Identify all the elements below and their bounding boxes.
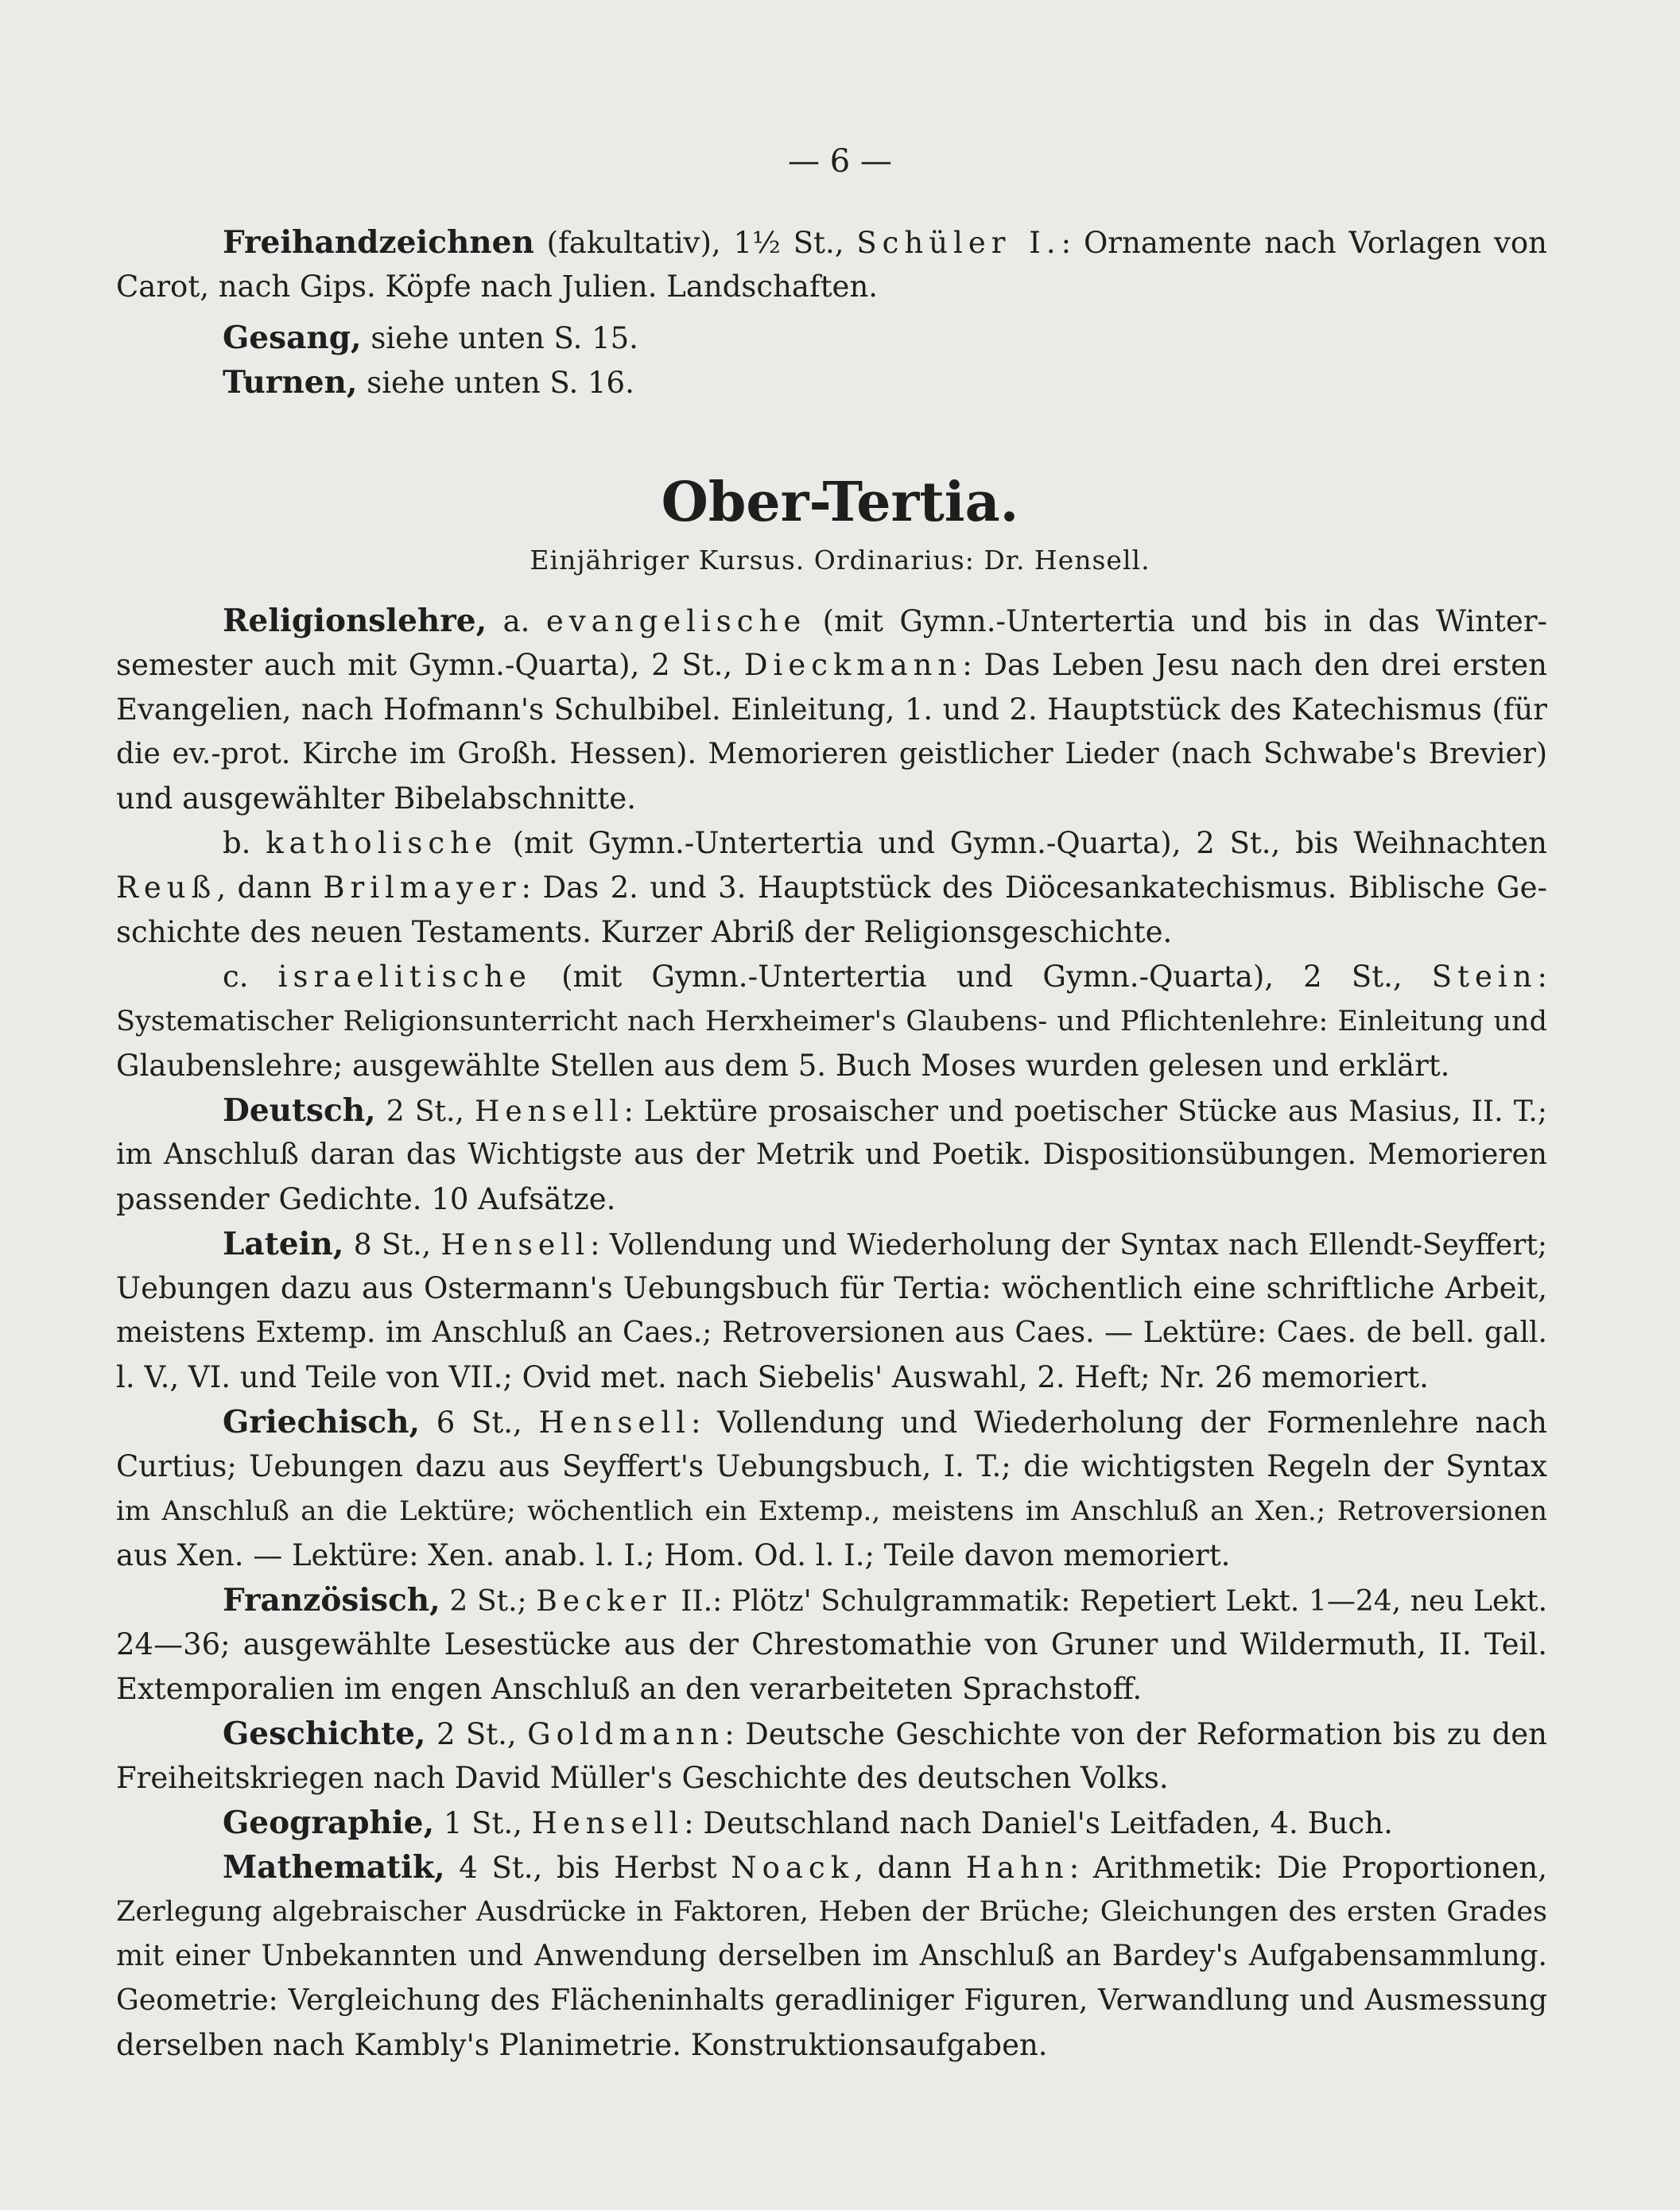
subject-heading: Griechisch, <box>223 1404 421 1440</box>
freihandzeichnen-entry: Freihandzeichnen (fakultativ), 1½ St., Schüler I.: Ornamente nach Vorlagen von Carot, nach Gips. Köpfe nach Julien. Landschaften. <box>116 220 1547 309</box>
subject-heading: Freihandzeichnen <box>223 224 534 261</box>
subject-heading: Mathematik, <box>223 1849 445 1886</box>
mathematik-entry: Mathematik, 4 St., bis Herbst Noack, dann Hahn: Arithmetik: Die Proportionen, Zerlegung algebraischer Ausdrücke in Faktoren, Heben der Brüche; Gleichungen des ersten Grades mit einer Unbekannten und Anwendung derselben im Anschluß an Bardey's Aufgabensammlung. Geometrie: Vergleichung des Flächeninhalts geradliniger Figuren, Verwandlung und Ausmessung derselben nach Kambly's Planimetrie. Konstruktionsaufgaben. <box>116 1849 1547 2062</box>
teacher-name: Noack <box>731 1851 855 1885</box>
teacher-name: Goldmann <box>527 1717 725 1751</box>
subject-heading: Turnen, <box>223 364 358 401</box>
franzoesisch-entry: Französisch, 2 St.; Becker II.: Plötz' Schulgrammatik: Repetiert Lekt. 1—24, neu Lekt. 24—36; ausgewählte Lesestücke aus der Chrestomathie von Gruner und Wildermuth, II. Teil. Extemporalien im engen Anschluß an den verarbeiteten Sprachstoff. <box>116 1582 1548 1706</box>
teacher-name: Hensell <box>440 1229 591 1262</box>
geschichte-entry: Geschichte, 2 St., Goldmann: Deutsche Geschichte von der Reformation bis zu den Freiheitskriegen nach David Müller's Geschichte des deutschen Volks. <box>116 1716 1547 1795</box>
latein-entry: Latein, 8 St., Hensell: Vollendung und Wiederholung der Syntax nach Ellendt-Seyffert; Uebungen dazu aus Ostermann's Uebungsbuch für Tertia: wöchentlich eine schriftliche Arbeit, meistens Extemp. im Anschluß an Caes.; Retroversionen aus Caes. — Lektüre: Caes. de bell. gall. l. V., VI. und Teile von VII.; Ovid met. nach Siebelis' Auswahl, 2. Heft; Nr. 26 memoriert. <box>116 1226 1548 1394</box>
line: Freihandzeichnen (fakultativ), 1½ St., Schüler I.: Ornamente nach Vorlagen von <box>223 224 1547 261</box>
teacher-name: Reuß <box>116 870 217 905</box>
section-subtitle: Einjähriger Kursus. Ordinarius: Dr. Hensell. <box>530 545 1150 576</box>
subject-heading: Religionslehre, <box>223 603 487 639</box>
teacher-name: Dieckmann <box>743 648 963 682</box>
page-number: — 6 — <box>788 143 892 180</box>
teacher-name: Stein <box>1431 960 1538 994</box>
subject-heading: Latein, <box>223 1226 344 1262</box>
griechisch-entry: Griechisch, 6 St., Hensell: Vollendung und Wiederholung der Formenlehre nach Curtius; Uebungen dazu aus Seyffert's Uebungsbuch, I. T.; die wichtigsten Regeln der Syntax im Anschluß an die Lektüre; wöchentlich ein Extemp., meistens im Anschluß an Xen.; Retroversionen aus Xen. — Lektüre: Xen. anab. l. I.; Hom. Od. l. I.; Teile davon memoriert. <box>116 1404 1548 1572</box>
teacher-name: Schüler I. <box>856 226 1061 260</box>
deutsch-entry: Deutsch, 2 St., Hensell: Lektüre prosaischer und poetischer Stücke aus Masius, II. T.; im Anschluß daran das Wichtigste aus der Metrik und Poetik. Dispositionsübungen. Memorieren passender Gedichte. 10 Aufsätze. <box>116 1092 1547 1216</box>
subject-heading: Deutsch, <box>223 1092 376 1129</box>
turnen-entry: Turnen, siehe unten S. 16. <box>223 364 634 401</box>
teacher-name: Brilmayer <box>323 870 522 905</box>
subject-heading: Gesang, <box>223 320 362 356</box>
religionslehre-entry: Religionslehre, a. evangelische (mit Gymn.-Untertertia und bis in das Winter- semester auch mit Gymn.-Quarta), 2 St., Dieckmann: Das Leben Jesu nach den drei ersten Evangelien, nach Hofmann's Schulbibel. Einleitung, 1. und 2. Hauptstück des Katechismus (für die ev.-prot. Kirche im Großh. Hessen). Memorieren geistlicher Lieder (nach Schwabe's Brevier) und ausgewählter Bibelabschnitte. b. katholische (mit Gymn.-Untertertia und Gymn.-Quarta), 2 St., bis Weihnachten Reuß, dann Brilmayer: Das 2. und 3. Hauptstück des Diöcesankatechismus. Biblische Ge- schichte des neuen Testaments. Kurzer Abriß der Religionsgeschichte. c. israelitische (mit Gymn.-Untertertia und Gymn.-Quarta), 2 St., Stein: Systematischer Religionsunterricht nach Herxheimer's Glaubens- und Pflichtenlehre: Einleitung und Glaubenslehre; ausgewählte Stellen aus dem 5. Buch Moses wurden gelesen und erklärt. <box>116 603 1548 1083</box>
teacher-name: Hensell <box>538 1405 691 1440</box>
gesang-entry: Gesang, siehe unten S. 15. <box>223 320 638 356</box>
teacher-name: Hensell <box>531 1806 685 1840</box>
section-title: Ober-Tertia. <box>661 471 1019 534</box>
subject-heading: Geographie, <box>223 1805 435 1841</box>
teacher-name: Hahn <box>965 1851 1069 1885</box>
subject-heading: Französisch, <box>223 1582 440 1619</box>
teacher-name: Becker <box>536 1585 672 1618</box>
teacher-name: Hensell <box>474 1095 624 1128</box>
subject-heading: Geschichte, <box>223 1716 426 1752</box>
geographie-entry: Geographie, 1 St., Hensell: Deutschland nach Daniel's Leitfaden, 4. Buch. <box>223 1805 1393 1841</box>
